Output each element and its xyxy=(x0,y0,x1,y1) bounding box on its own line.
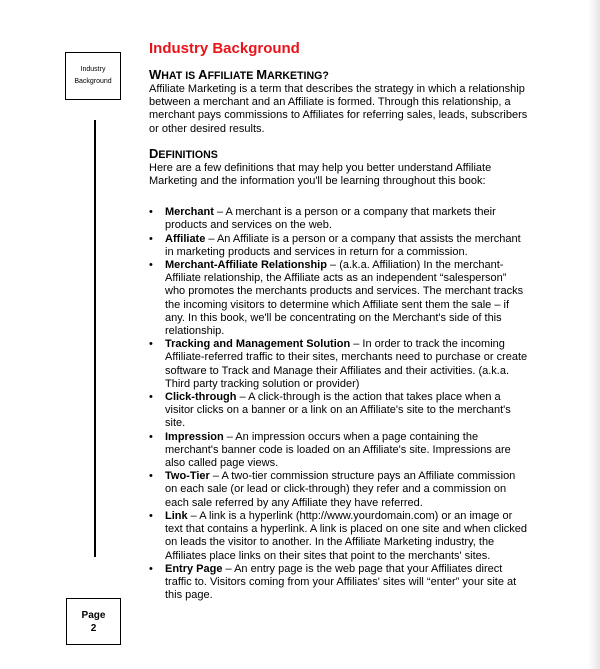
section-heading-what-is: WHAT IS AFFILIATE MARKETING? xyxy=(149,67,329,82)
sidebar-section-box xyxy=(65,52,121,100)
definition-text: – A merchant is a person or a company that markets their products and services on the web. xyxy=(165,206,496,232)
definition-text: – A two-tier commission structure pays an Affiliate commission on each sale (or lead or click-through) they refer and a commission on each sale referred by any Affiliate they have referred. xyxy=(165,470,516,509)
definition-term: Merchant-Affiliate Relationship xyxy=(165,259,327,272)
section-heading-definitions: DEFINITIONS xyxy=(149,145,218,161)
list-item xyxy=(149,563,529,603)
bullet-icon: • xyxy=(149,562,153,575)
page-title: Industry Background xyxy=(149,40,300,57)
bullet-icon: • xyxy=(149,470,153,483)
section-paragraph-what-is: Affiliate Marketing is a term that describes the strategy in which a relationship between a merchant and an Affiliate is formed. Through this relationship, a merchant pays commissions to Affiliates for referring sales, leads, subscribers or other desired results. xyxy=(149,83,528,135)
list-item xyxy=(149,338,529,391)
list-item xyxy=(149,470,529,510)
definition-text: – In order to track the incoming Affiliate-referred traffic to their sites, merchants need to purchase or create software to Track and Manage their Affiliates and their activities. (a.k.a. Third party tracking solution or provider) xyxy=(165,338,528,390)
bullet-icon: • xyxy=(149,206,153,219)
list-item xyxy=(149,510,529,563)
sidebar-label-line1: Industry xyxy=(80,66,106,73)
definition-term: Affiliate xyxy=(165,232,206,245)
page-label: Page xyxy=(81,609,106,621)
page-number-box xyxy=(66,598,121,645)
page-number: 2 xyxy=(90,622,97,634)
list-item xyxy=(149,391,529,431)
definition-text: – An Affiliate is a person or a company that assists the merchant in marketing products and services in return for a commission. xyxy=(165,232,521,258)
bullet-icon: • xyxy=(149,259,153,272)
list-item xyxy=(149,206,529,232)
definition-term: Impression xyxy=(165,430,224,443)
definition-text: – An entry page is the web page that your Affiliates direct traffic to. Visitors coming from your Affiliates' sites will “enter” your site at this page. xyxy=(165,562,517,602)
definition-term: Click-through xyxy=(165,391,237,404)
definition-term: Tracking and Management Solution xyxy=(165,338,351,351)
definition-term: Two-Tier xyxy=(165,470,210,483)
definition-text: – An impression occurs when a page containing the merchant's banner code is loaded on an Affiliate's site. Impressions are also called page views. xyxy=(165,430,511,470)
page-edge-shadow xyxy=(588,0,600,669)
main-content xyxy=(149,40,529,602)
definitions-intro: Here are a few definitions that may help you better understand Affiliate Marketing and the information you'll be learning throughout this book: xyxy=(149,161,492,188)
bullet-icon: • xyxy=(149,338,153,351)
list-item xyxy=(149,233,529,259)
definition-term: Entry Page xyxy=(165,562,223,575)
definitions-list xyxy=(149,206,529,602)
definition-term: Link xyxy=(165,509,188,522)
definition-term: Merchant xyxy=(165,206,214,219)
bullet-icon: • xyxy=(149,232,153,245)
bullet-icon: • xyxy=(149,391,153,404)
list-item xyxy=(149,431,529,471)
bullet-icon: • xyxy=(149,509,153,522)
definition-text: – (a.k.a. Affiliation) In the merchant-Affiliate relationship, the Affiliate acts as an independent “salesperson” who promotes the merchants products and services. The merchant tracks the incoming visitors to determine which Affiliate sent them the sale – if any. In this book, we'll be concentrating on the Merchant's side of this relationship. xyxy=(165,259,524,338)
list-item xyxy=(149,259,529,338)
sidebar-divider-line xyxy=(94,120,96,557)
definition-text: – A link is a hyperlink (http://www.yourdomain.com) or an image or text that contains a hyperlink. A link is placed on one site and when clicked on leads the visitor to another. In the Affiliate Marketing industry, the Affiliates place links on their sites that point to the merchants' sites. xyxy=(165,509,527,562)
bullet-icon: • xyxy=(149,430,153,443)
sidebar-label-line2: Background xyxy=(74,78,112,85)
definition-text: – A click-through is the action that takes place when a visitor clicks on a banner or a link on an Affiliate's site to the merchant's site. xyxy=(165,391,511,430)
